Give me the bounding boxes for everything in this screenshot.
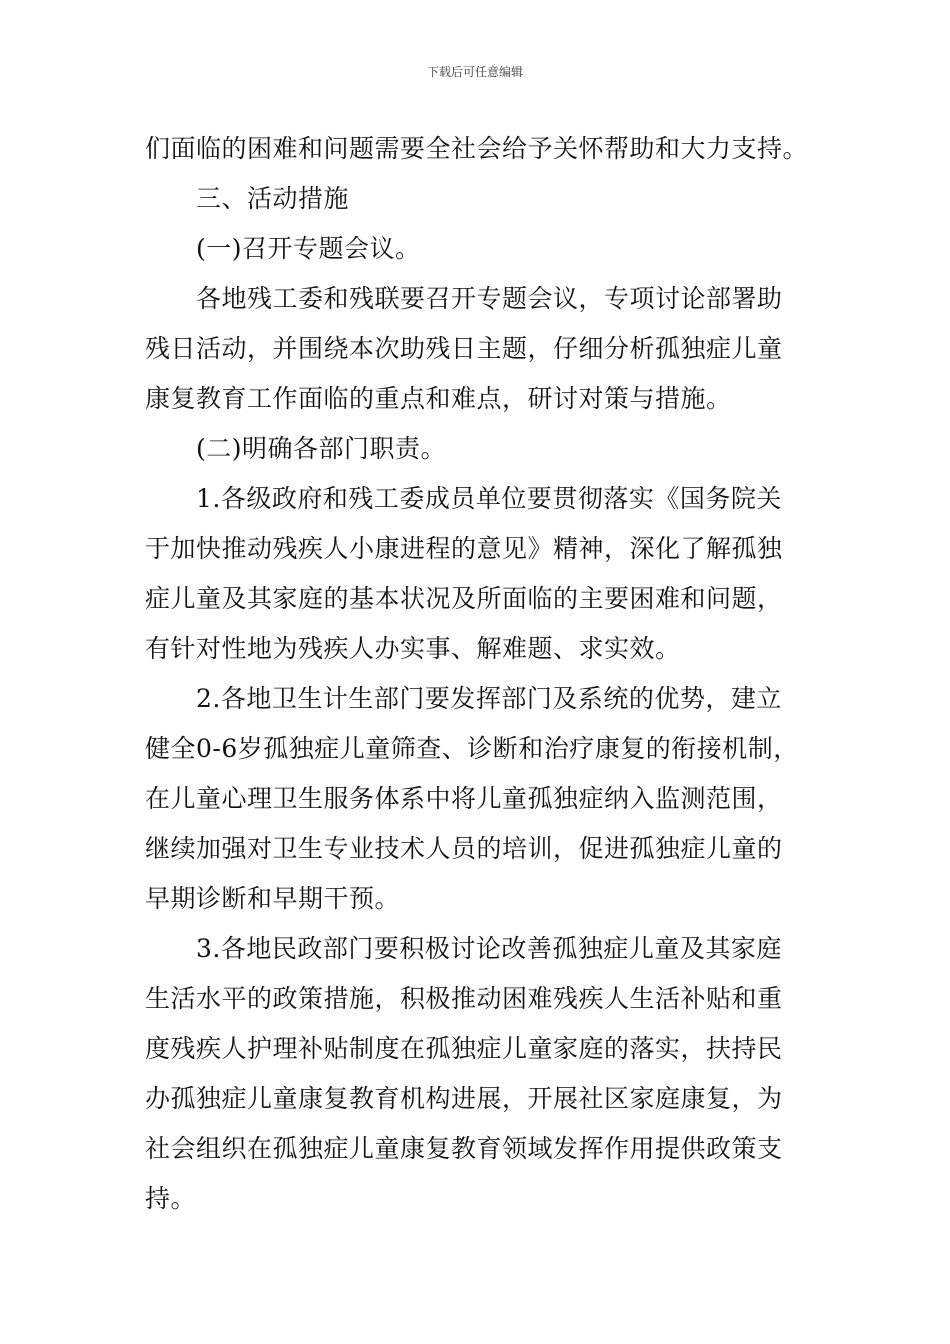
paragraph-line: 健全0-6岁孤独症儿童筛查、诊断和治疗康复的衔接机制，: [145, 734, 799, 763]
paragraph-line: 1.各级政府和残工委成员单位要贯彻落实《国务院关: [196, 484, 782, 513]
subsection-heading: (一)召开专题会议。: [196, 234, 421, 263]
paragraph-line: 有针对性地为残疾人办实事、解难题、求实效。: [145, 634, 681, 663]
paragraph-line: 康复教育工作面临的重点和难点，研讨对策与措施。: [145, 384, 732, 413]
body-line: 们面临的困难和问题需要全社会给予关怀帮助和大力支持。: [145, 134, 809, 163]
paragraph-line: 3.各地民政部门要积极讨论改善孤独症儿童及其家庭: [196, 934, 782, 963]
paragraph-line: 于加快推动残疾人小康进程的意见》精神，深化了解孤独: [145, 534, 783, 563]
paragraph-line: 残日活动，并围绕本次助残日主题，仔细分析孤独症儿童: [145, 334, 783, 363]
paragraph-line: 社会组织在孤独症儿童康复教育领域发挥作用提供政策支: [145, 1134, 783, 1163]
subsection-heading: (二)明确各部门职责。: [196, 434, 447, 463]
paragraph-line: 持。: [145, 1184, 197, 1213]
paragraph-line: 2.各地卫生计生部门要发挥部门及系统的优势，建立: [196, 684, 782, 713]
paragraph-line: 早期诊断和早期干预。: [145, 884, 401, 913]
paragraph-line: 继续加强对卫生专业技术人员的培训，促进孤独症儿童的: [145, 834, 783, 863]
paragraph-line: 办孤独症儿童康复教育机构进展，开展社区家庭康复，为: [145, 1084, 783, 1113]
page-header: 下载后可任意编辑: [426, 65, 523, 79]
paragraph-line: 症儿童及其家庭的基本状况及所面临的主要困难和问题，: [145, 584, 783, 613]
paragraph-line: 各地残工委和残联要召开专题会议，专项讨论部署助: [196, 284, 783, 313]
section-heading: 三、活动措施: [196, 184, 350, 213]
paragraph-line: 在儿童心理卫生服务体系中将儿童孤独症纳入监测范围，: [145, 784, 783, 813]
paragraph-line: 度残疾人护理补贴制度在孤独症儿童家庭的落实，扶持民: [145, 1034, 783, 1063]
paragraph-line: 生活水平的政策措施，积极推动困难残疾人生活补贴和重: [145, 984, 783, 1013]
